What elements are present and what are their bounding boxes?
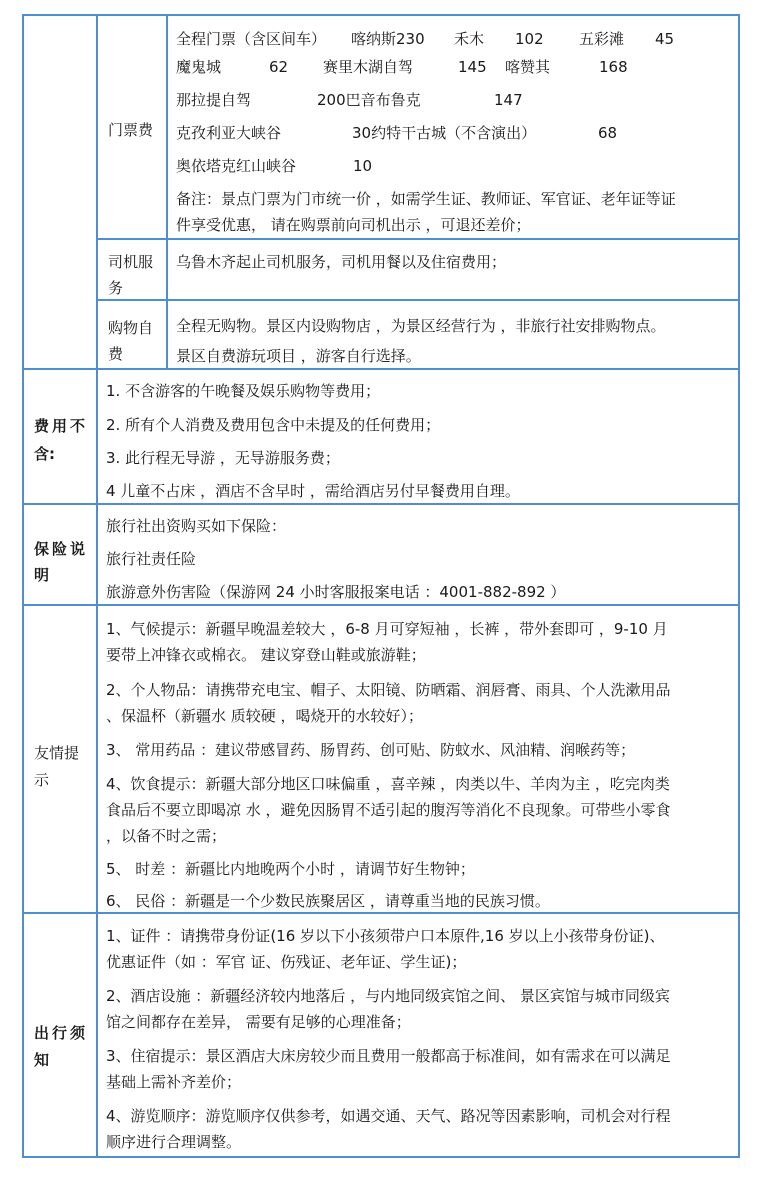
driver-service-text: 乌鲁木齐起止司机服务，司机用餐以及住宿费用； xyxy=(176,253,507,271)
tips-line: 5、 时差 ：新疆比内地晚两个小时 ，请调节好生物钟； xyxy=(106,860,475,878)
notice-label-line-2: 知 xyxy=(34,1051,50,1069)
ticket-name: 赛里木湖自驾 xyxy=(323,58,414,76)
driver-label-line-1: 司机服 xyxy=(108,253,154,271)
ticket-price: 10 xyxy=(353,157,373,175)
notice-line: 2、酒店设施 ：新疆经济较内地落后 ，与内地同级宾馆之间、 景区宾馆与城市同级宾 xyxy=(106,987,670,1005)
tips-label-line-2: 示 xyxy=(34,771,50,789)
tickets-note-line-1: 备注：景点门票为门市统一价 ，如需学生证、教师证、军官证、老年证等证 xyxy=(176,190,676,208)
excluded-item: 3. 此行程无导游 ，无导游服务费； xyxy=(106,449,340,467)
ticket-name: 那拉提自驾 xyxy=(176,91,252,109)
insurance-item: 旅行社责任险 xyxy=(106,550,197,568)
insurance-item: 旅游意外伤害险（保游网 24 小时客服报案电话 ：4001-882-892 ） xyxy=(106,583,566,601)
tips-label-line-1: 友情提 xyxy=(34,744,80,762)
tips-line: 1、气候提示：新疆早晚温差较大 ，6-8 月可穿短袖 ，长裤 ，带外套即可 ，9-10 月 xyxy=(106,620,668,638)
notice-line: 顺序进行合理调整。 xyxy=(106,1133,242,1151)
ticket-name: 200巴音布鲁克 xyxy=(317,91,421,109)
tips-line: 4、饮食提示：新疆大部分地区口味偏重 ，喜辛辣 ，肉类以牛、羊肉为主 ，吃完肉类 xyxy=(106,775,670,793)
ticket-name: 五彩滩 xyxy=(579,30,625,48)
notice-line: 3、住宿提示：景区酒店大床房较少而且费用一般都高于标准间，如有需求在可以满足 xyxy=(106,1047,671,1065)
excluded-label-line-1: 费用不 xyxy=(34,417,89,435)
ticket-name: 喀纳斯230 xyxy=(351,30,425,48)
ticket-name: 30约特干古城（不含演出） xyxy=(352,124,537,142)
shopping-label-line-1: 购物自 xyxy=(108,319,154,337)
tickets-label: 门票费 xyxy=(108,121,154,139)
insurance-label-line-1: 保险说 xyxy=(34,540,89,558)
shopping-line-1: 全程无购物。景区内设购物店 ，为景区经营行为 ，非旅行社安排购物点。 xyxy=(176,317,666,335)
row-divider-tips xyxy=(24,912,740,914)
shopping-line-2: 景区自费游玩项目 ，游客自行选择。 xyxy=(176,347,421,365)
row-divider-tickets xyxy=(96,238,740,240)
excluded-label-line-2: 含: xyxy=(34,445,55,463)
insurance-label-line-2: 明 xyxy=(34,566,50,584)
tips-line: 食品后不要立即喝凉 水 ，避免因肠胃不适引起的腹泻等消化不良现象。可带些小零食 xyxy=(106,801,671,819)
shopping-label-line-2: 费 xyxy=(108,345,124,363)
tips-line: 、保温杯（新疆水 质较硬 ，喝烧开的水较好）； xyxy=(106,707,424,725)
ticket-price: 147 xyxy=(494,91,523,109)
col-divider-2 xyxy=(166,16,168,368)
row-divider-shopping xyxy=(24,368,740,370)
col-divider-1 xyxy=(96,16,98,1156)
notice-line: 基础上需补齐差价； xyxy=(106,1073,242,1091)
ticket-price: 168 xyxy=(599,58,628,76)
insurance-item: 旅行社出资购买如下保险： xyxy=(106,517,287,535)
excluded-item: 2. 所有个人消费及费用包含中未提及的任何费用； xyxy=(106,416,441,434)
ticket-name: 奥依塔克红山峡谷 xyxy=(176,157,297,175)
notice-line: 优惠证件（如 ：军官 证、伤残证、老年证、学生证)； xyxy=(106,953,467,971)
driver-label-line-2: 务 xyxy=(108,279,124,297)
notice-label-line-1: 出行须 xyxy=(34,1024,89,1042)
excluded-item: 4 儿童不占床 ，酒店不含早时 ，需给酒店另付早餐费用自理。 xyxy=(106,482,520,500)
ticket-name: 禾木 xyxy=(454,30,485,48)
ticket-price: 145 xyxy=(458,58,487,76)
tips-line: 要带上冲锋衣或棉衣。 建议穿登山鞋或旅游鞋； xyxy=(106,646,426,664)
notice-line: 1、证件 ：请携带身份证(16 岁以下小孩须带户口本原件,16 岁以上小孩带身份证)、 xyxy=(106,927,665,945)
itinerary-fee-table xyxy=(22,14,740,1158)
row-divider-excluded xyxy=(24,503,740,505)
ticket-name: 魔鬼城 xyxy=(176,58,222,76)
ticket-name: 克孜利亚大峡谷 xyxy=(176,124,282,142)
excluded-item: 1. 不含游客的午晚餐及娱乐购物等费用； xyxy=(106,382,381,400)
ticket-name: 全程门票（含区间车） xyxy=(176,30,327,48)
tips-line: 2、个人物品：请携带充电宝、帽子、太阳镜、防晒霜、润唇膏、雨具、个人洗漱用品 xyxy=(106,681,671,699)
ticket-price: 68 xyxy=(598,124,618,142)
ticket-price: 62 xyxy=(269,58,289,76)
notice-line: 馆之间都存在差异， 需要有足够的心理准备； xyxy=(106,1013,411,1031)
ticket-name: 喀赞其 xyxy=(505,58,551,76)
row-divider-driver xyxy=(96,299,740,301)
notice-line: 4、游览顺序：游览顺序仅供参考，如遇交通、天气、路况等因素影响，司机会对行程 xyxy=(106,1107,671,1125)
tickets-note-line-2: 件享受优惠， 请在购票前向司机出示 ，可退还差价； xyxy=(176,216,531,234)
ticket-price: 45 xyxy=(655,30,675,48)
tips-line: 6、 民俗 ：新疆是一个少数民族聚居区 ，请尊重当地的民族习惯。 xyxy=(106,892,550,910)
ticket-price: 102 xyxy=(515,30,544,48)
tips-line: ，以备不时之需； xyxy=(106,827,227,845)
row-divider-insurance xyxy=(24,604,740,606)
tips-line: 3、 常用药品 ：建议带感冒药、肠胃药、创可贴、防蚊水、风油精、润喉药等； xyxy=(106,741,636,759)
